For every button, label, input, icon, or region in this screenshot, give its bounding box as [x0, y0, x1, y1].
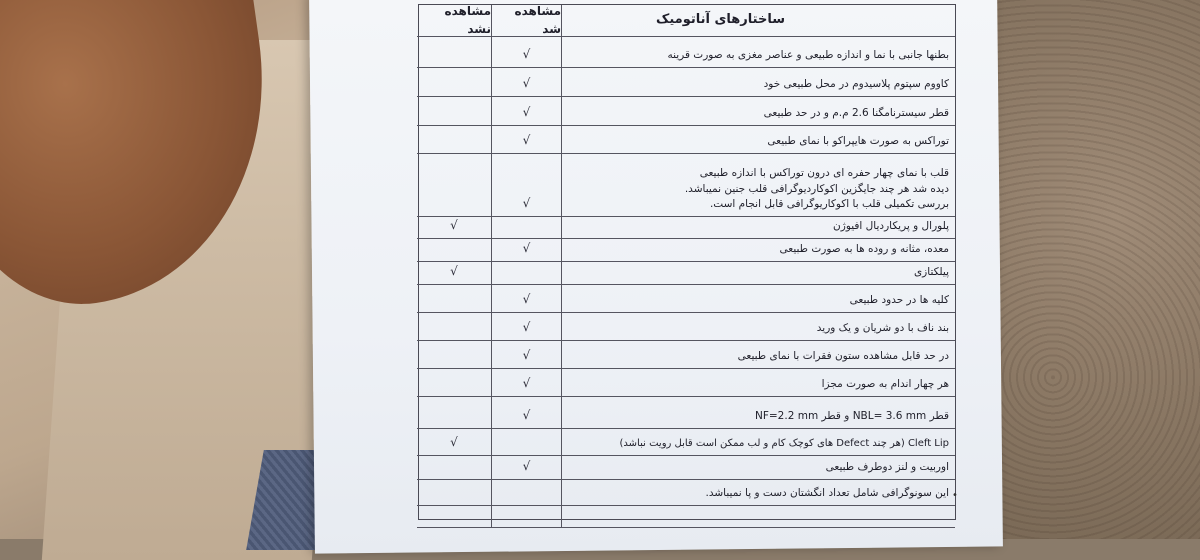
row-structure-text	[561, 217, 955, 239]
row-observed-check: √	[491, 239, 561, 262]
row-not-observed-check	[417, 480, 491, 506]
row-structure-text	[561, 456, 955, 480]
row-not-observed-check: √	[417, 217, 491, 239]
row-not-observed-check	[417, 456, 491, 480]
row-not-observed-check	[417, 369, 491, 397]
background-right	[990, 0, 1200, 539]
row-text-line: قلب با نمای چهار حفره ای درون توراکس با اندازه طبیعی	[699, 167, 949, 180]
row-not-observed-check	[417, 68, 491, 97]
row-text-line: پلورال و پریکاردیال افیوژن	[833, 219, 949, 232]
row-observed-check	[491, 429, 561, 456]
row-not-observed-check	[417, 341, 491, 369]
row-not-observed-check	[417, 239, 491, 262]
anatomy-table	[418, 4, 956, 520]
row-observed-check: √	[491, 369, 561, 397]
row-not-observed-check	[417, 154, 491, 217]
row-structure-text	[561, 126, 955, 154]
row-structure-text	[561, 480, 955, 506]
row-structure-text	[561, 369, 955, 397]
row-structure-text	[561, 262, 955, 285]
row-observed-check: √	[491, 97, 561, 126]
row-text-line: بررسی تکمیلی قلب با اکوکاریوگرافی قابل انجام است.	[709, 197, 949, 210]
row-text-line: قطر NBL= 3.6 mm و قطر NF=2.2 mm	[754, 409, 949, 422]
row-observed-check: √	[491, 285, 561, 313]
row-text-line: Cleft Lip (هر چند Defect های کوچک کام و لب ممکن است قابل رویت نباشد)	[619, 437, 949, 449]
row-not-observed-check	[417, 285, 491, 313]
row-not-observed-check	[417, 506, 491, 528]
row-observed-check: √	[491, 456, 561, 480]
row-structure-text	[561, 97, 955, 126]
header-not-observed: مشاهده نشد	[417, 5, 491, 37]
report-table-container	[418, 4, 956, 520]
row-text-line: پیلکتازی	[913, 265, 949, 278]
row-text-line: معده، مثانه و روده ها به صورت طبیعی	[779, 242, 949, 255]
row-structure-text	[561, 154, 955, 217]
header-structures: ساختارهای آناتومیک	[561, 5, 955, 37]
row-text-line: در حد قابل مشاهده ستون فقرات با نمای طبیعی	[737, 349, 949, 362]
row-not-observed-check	[417, 397, 491, 429]
edge-mark: •	[952, 490, 958, 501]
row-structure-text	[561, 341, 955, 369]
row-observed-check	[491, 262, 561, 285]
row-text-line: دیده شد هر چند جایگزین اکوکاردیوگرافی قلب جنین نمیباشد.	[684, 182, 949, 195]
row-not-observed-check	[417, 37, 491, 68]
row-observed-check: √	[491, 341, 561, 369]
row-text-line: بطنها جانبی با نما و اندازه طبیعی و عناصر مغزی به صورت قرینه	[667, 48, 949, 61]
row-structure-text	[561, 429, 955, 456]
row-not-observed-check	[417, 126, 491, 154]
row-structure-text	[561, 239, 955, 262]
row-text-line: اوربیت و لنز دوطرف طبیعی	[825, 460, 949, 473]
row-structure-text	[561, 313, 955, 341]
row-not-observed-check: √	[417, 429, 491, 456]
row-not-observed-check	[417, 97, 491, 126]
row-not-observed-check	[417, 313, 491, 341]
row-observed-check: √	[491, 313, 561, 341]
header-observed: مشاهده شد	[491, 5, 561, 37]
row-structure-text	[561, 68, 955, 97]
row-text-line: کلیه ها در حدود طبیعی	[849, 293, 949, 306]
row-text-line: کاووم سپتوم پلاسیدوم در محل طبیعی خود	[763, 77, 949, 90]
row-text-line: قطر سیسترنامگنا 2.6 م.م و در حد طبیعی	[763, 106, 949, 119]
row-observed-check: √	[491, 37, 561, 68]
row-observed-check	[491, 506, 561, 528]
row-observed-check: √	[491, 126, 561, 154]
row-text-line: بند ناف با دو شریان و یک ورید	[816, 321, 949, 334]
row-observed-check: √	[491, 68, 561, 97]
row-structure-text	[561, 37, 955, 68]
row-observed-check	[491, 217, 561, 239]
row-structure-text	[561, 506, 955, 528]
row-text-line: هر چهار اندام به صورت مجزا	[821, 377, 949, 390]
row-observed-check: √	[491, 397, 561, 429]
row-structure-text	[561, 285, 955, 313]
background-left	[0, 0, 330, 539]
row-not-observed-check: √	[417, 262, 491, 285]
row-text-line: توراکس به صورت هایپراکو با نمای طبیعی	[767, 134, 949, 147]
row-structure-text	[561, 397, 955, 429]
row-observed-check: √	[491, 154, 561, 217]
row-text-line: این سونوگرافی شامل تعداد انگشتان دست و پا نمیباشد.	[705, 486, 949, 499]
row-observed-check	[491, 480, 561, 506]
